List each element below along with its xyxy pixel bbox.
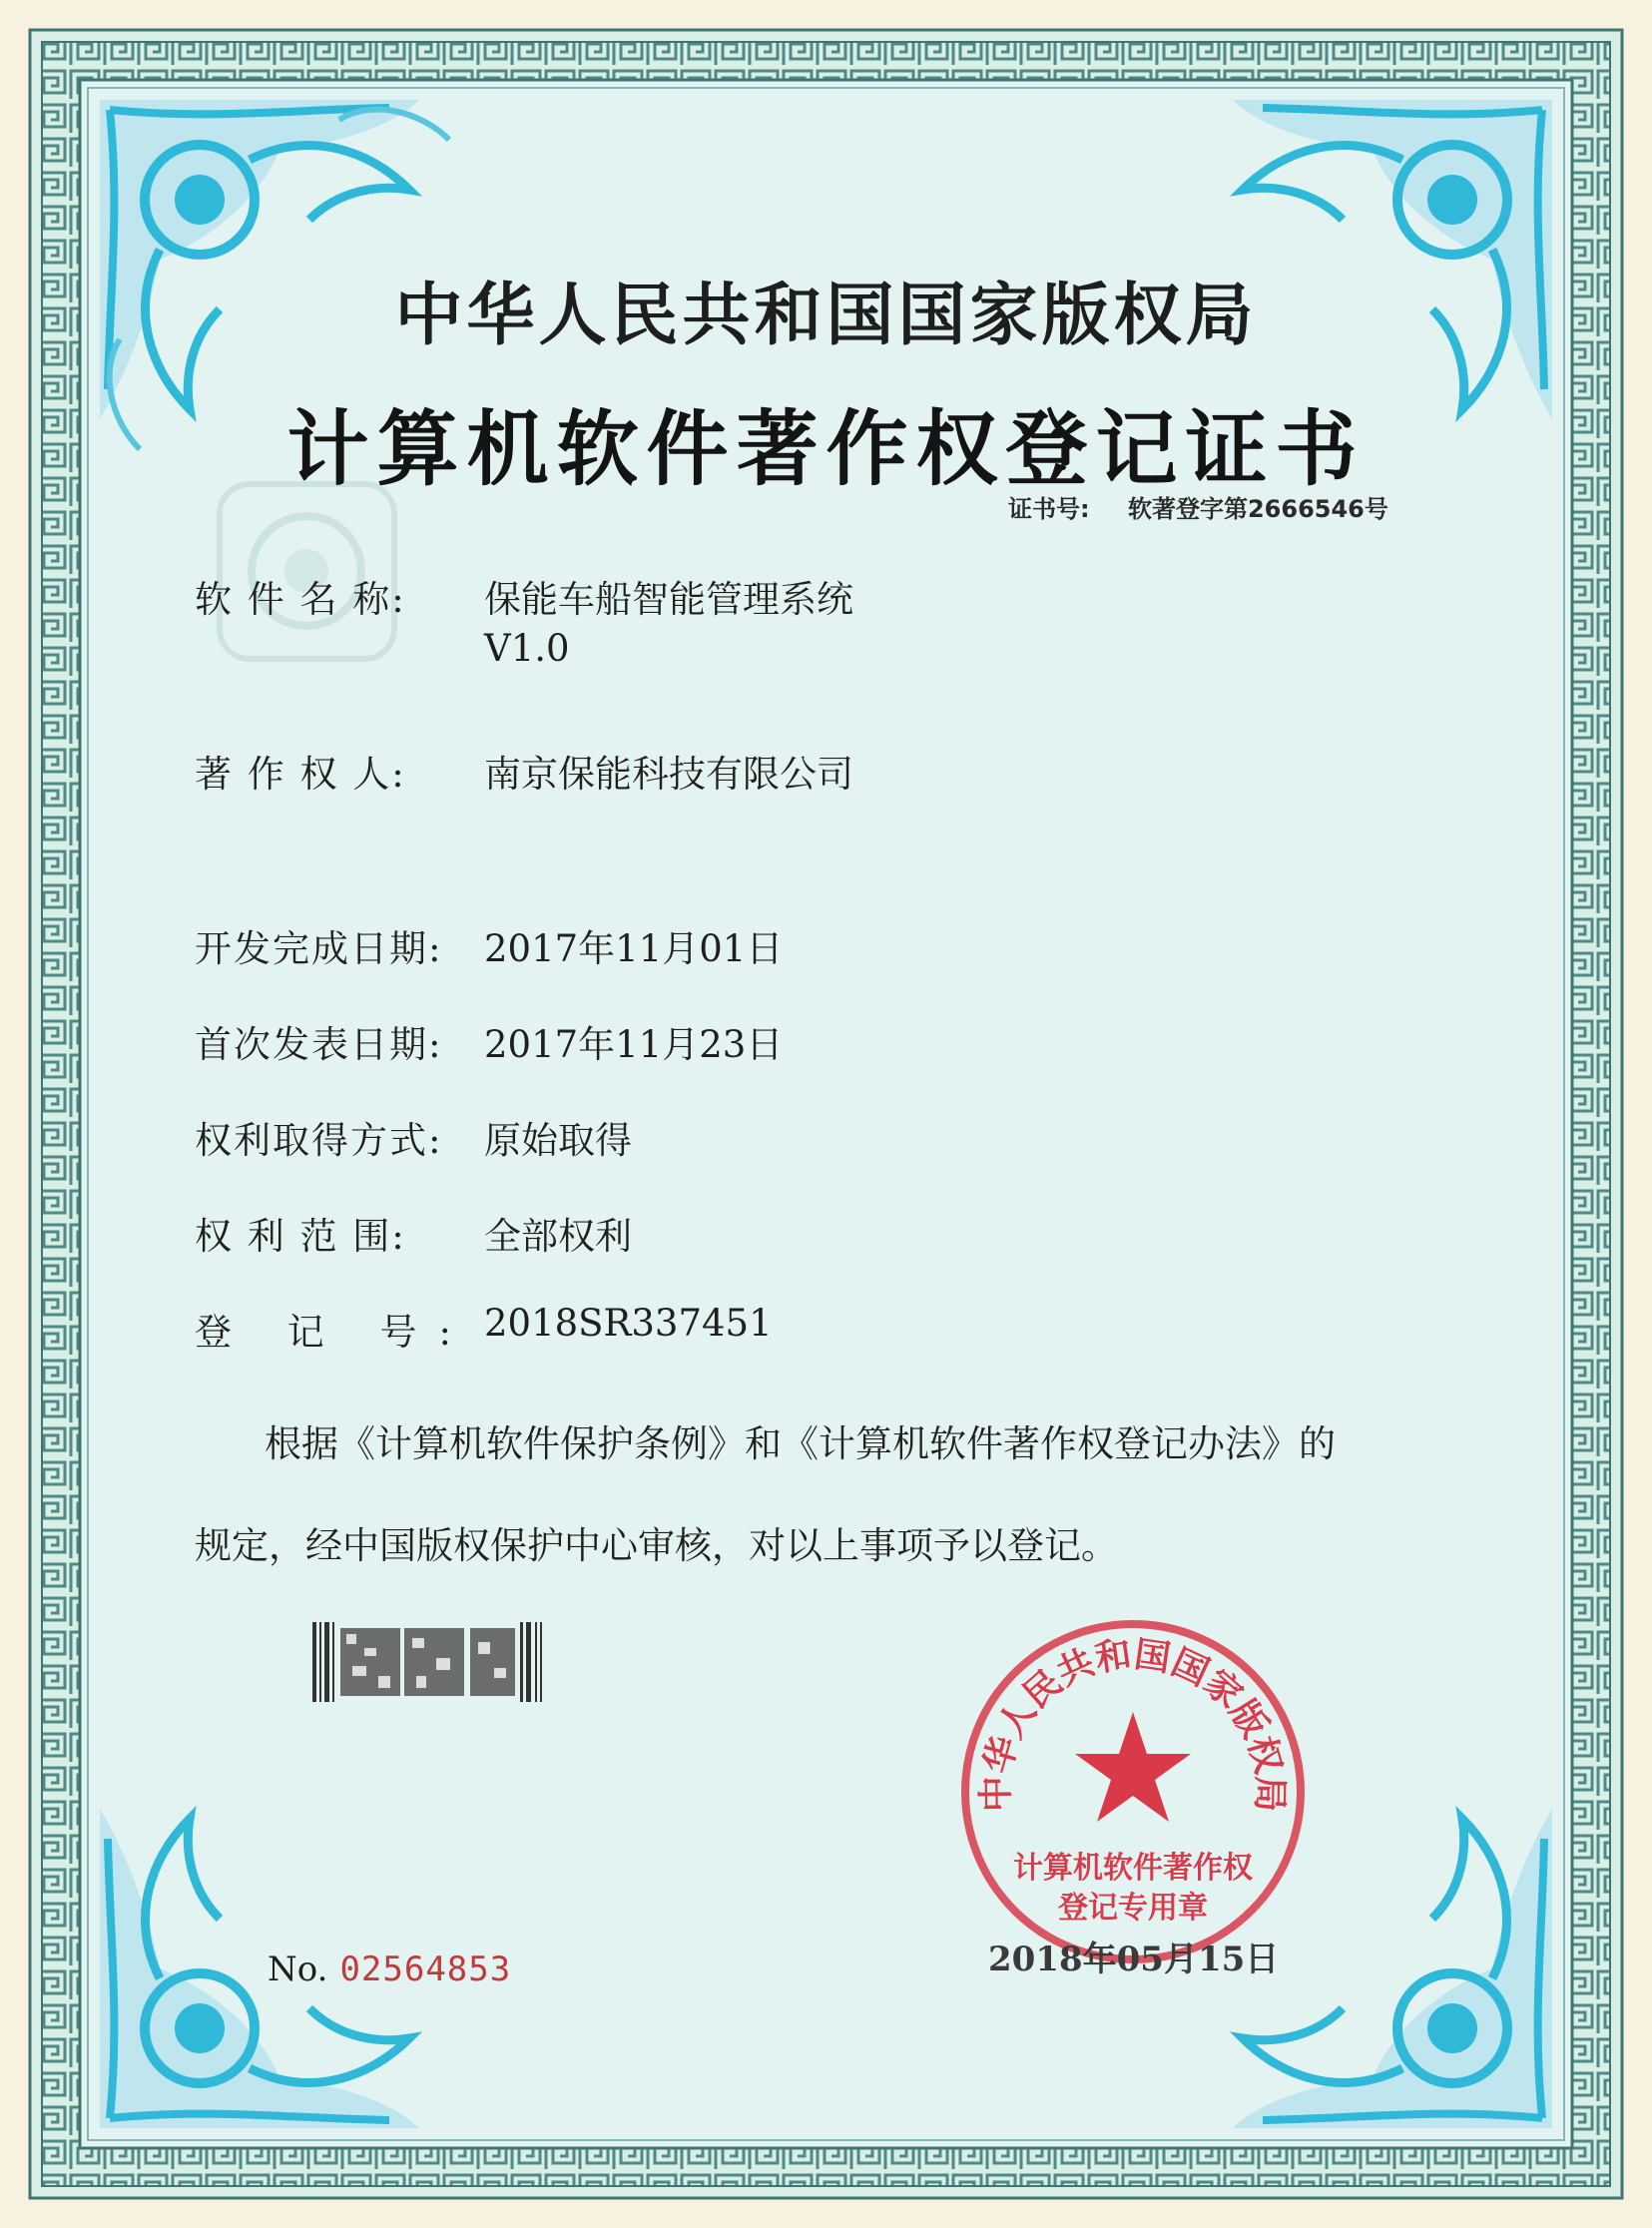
seal-star-icon	[1075, 1712, 1191, 1822]
seal-inner-line-2: 登记专用章	[1058, 1891, 1208, 1926]
serial-number-value: 02564853	[339, 1950, 512, 1989]
issue-date: 2018年05月15日	[988, 1940, 1280, 1979]
issuing-agency: 中华人民共和国国家版权局	[394, 277, 1258, 355]
software-version: V1.0	[484, 627, 570, 670]
barcode-icon	[312, 1622, 542, 1702]
acquisition-method-value: 原始取得	[484, 1119, 632, 1162]
acquisition-method-row	[195, 1110, 632, 1164]
seal-inner-line-1: 计算机软件著作权	[1013, 1851, 1253, 1886]
registration-number-label: 登 记 号:	[195, 1311, 473, 1354]
copyright-owner-value: 南京保能科技有限公司	[484, 753, 853, 796]
serial-number	[268, 1950, 511, 1989]
publication-date-row	[195, 1014, 783, 1068]
publication-date-value: 2017年11月23日	[484, 1023, 784, 1066]
rights-scope-row	[195, 1206, 632, 1260]
copyright-owner-label: 著 作 权 人:	[195, 753, 406, 796]
certificate-number-value: 软著登字第2666546号	[1127, 495, 1388, 523]
certificate-number-label: 证书号:	[1008, 495, 1090, 523]
corner-ornament-bottom-left	[90, 1719, 512, 2138]
official-seal	[953, 1612, 1313, 1971]
software-name-value: 保能车船智能管理系统	[484, 578, 853, 621]
seal-outer-text: 中华人民共和国国家版权局	[975, 1634, 1291, 1813]
registration-number-value: 2018SR337451	[484, 1302, 773, 1345]
completion-date-row	[195, 918, 783, 972]
acquisition-method-label: 权利取得方式:	[195, 1119, 443, 1162]
software-name-label: 软 件 名 称:	[195, 578, 406, 621]
statement-line-1: 根据《计算机软件保护条例》和《计算机软件著作权登记办法》的	[265, 1422, 1336, 1465]
copyright-owner-row	[195, 744, 853, 798]
completion-date-value: 2017年11月01日	[484, 927, 784, 970]
serial-prefix: No.	[268, 1950, 328, 1989]
certificate-title: 计算机软件著作权登记证书	[286, 402, 1366, 497]
completion-date-label: 开发完成日期:	[195, 927, 443, 970]
certificate-number	[1008, 489, 1388, 524]
registration-number-row	[195, 1302, 773, 1356]
rights-scope-value: 全部权利	[484, 1215, 632, 1258]
publication-date-label: 首次发表日期:	[195, 1023, 443, 1066]
software-name-row	[195, 569, 853, 670]
rights-scope-label: 权 利 范 围:	[195, 1215, 406, 1258]
statement-line-2: 规定，经中国版权保护中心审核，对以上事项予以登记。	[195, 1524, 1118, 1567]
